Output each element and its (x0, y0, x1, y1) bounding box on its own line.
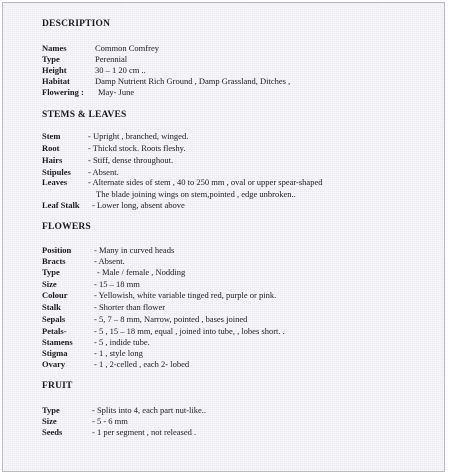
row-label: Type (42, 405, 60, 415)
row-value: - Absent. (94, 256, 125, 266)
row-value: May- June (98, 87, 135, 97)
row-value: Common Comfrey (95, 43, 159, 53)
row-value: - Male / female , Nodding (97, 267, 186, 277)
row-label: Hairs (42, 155, 63, 165)
row-label: Size (42, 416, 57, 426)
row-label: Stalk (42, 302, 61, 312)
row-label: Position (42, 245, 72, 255)
row-value: - Many in curved heads (94, 245, 175, 255)
row-label: Stipules (42, 167, 71, 177)
description-panel (2, 2, 445, 472)
row-value: - Upright , branched, winged. (88, 131, 189, 141)
row-value: - Shorter than flower (94, 302, 166, 312)
row-label: Leaf Stalk (42, 200, 80, 210)
row-value: - 1 per segment , not released . (92, 427, 197, 437)
stems-leaves-heading: STEMS & LEAVES (42, 110, 127, 120)
row-value: - Absent. (88, 167, 119, 177)
row-label: Type (42, 54, 60, 64)
row-value: - 1 , style long (94, 348, 143, 358)
row-label: Root (42, 143, 60, 153)
flowers-heading: FLOWERS (42, 222, 91, 232)
row-label: Names (42, 43, 67, 53)
leaves-description-continuation: The blade joining wings on stem,pointed , edge unbroken.. (96, 189, 296, 199)
description-heading: DESCRIPTION (42, 19, 111, 29)
row-value: - Splits into 4, each part nut-like.. (92, 405, 207, 415)
row-label: Stigma (42, 348, 68, 358)
row-label: Colour (42, 290, 68, 300)
row-label: Leaves (42, 177, 68, 187)
row-label: Petals- (42, 326, 67, 336)
row-label: Habitat (42, 76, 70, 86)
row-value: - 5, 7 – 8 mm, Narrow, pointed , bases joined (94, 314, 248, 324)
row-label: Stem (42, 131, 61, 141)
row-label: Seeds (42, 427, 63, 437)
row-value: - Yellowish, white variable tinged red, purple or pink. (94, 290, 277, 300)
row-value: - Alternate sides of stem , 40 to 250 mm , oval or upper spear-shaped (88, 177, 323, 187)
row-value: - Stiff, dense throughout. (88, 155, 174, 165)
row-value: - 15 – 18 mm (94, 279, 140, 289)
row-value: Damp Nutrient Rich Ground , Damp Grassland, Ditches , (95, 76, 291, 86)
row-value: - 5 , indide tube. (94, 337, 150, 347)
row-label: Bracts (42, 256, 66, 266)
row-value: - Thickd stock. Roots fleshy. (88, 143, 186, 153)
row-value: - 5 , 15 – 18 mm, equal , joined into tube, , lobes short. . (94, 326, 285, 336)
row-value: - 5 - 6 mm (92, 416, 128, 426)
row-label: Type (42, 267, 60, 277)
row-value: - 1 , 2-celled , each 2- lobed (94, 359, 190, 369)
row-label: Size (42, 279, 57, 289)
row-value: Perennial (95, 54, 128, 64)
row-value: - Lower long, absent above (92, 200, 185, 210)
fruit-heading: FRUIT (42, 381, 73, 391)
row-label: Ovary (42, 359, 66, 369)
row-label: Stamens (42, 337, 73, 347)
row-label: Flowering : (42, 87, 84, 97)
row-label: Sepals (42, 314, 66, 324)
row-label: Height (42, 65, 67, 75)
row-value: 30 – 1 20 cm .. (95, 65, 146, 75)
